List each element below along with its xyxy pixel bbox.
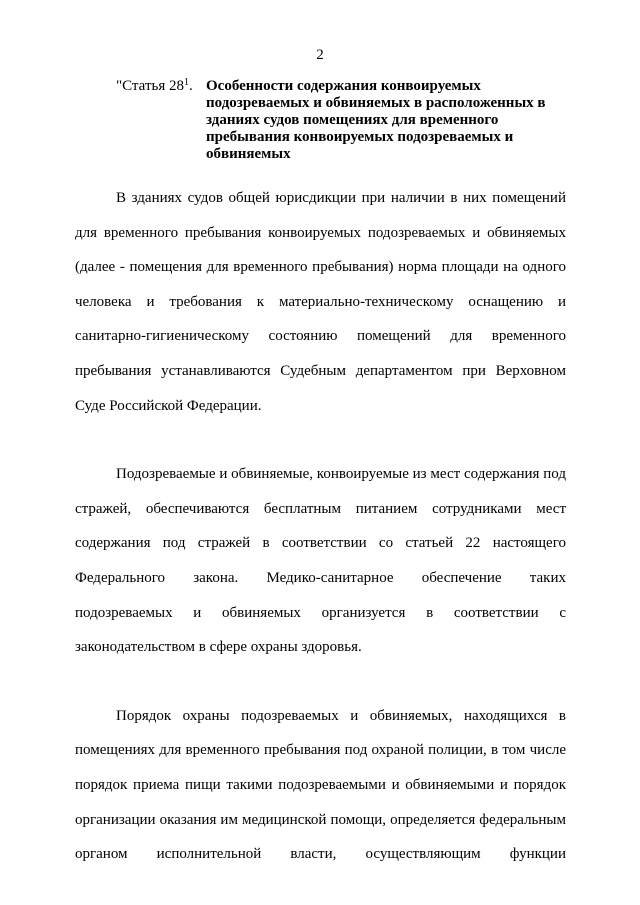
article-label — [116, 78, 193, 95]
article-label-text: "Статья 28 — [116, 78, 184, 94]
article-title: Особенности содержания конвоируемых подозреваемых и обвиняемых в расположенных в зданиях судов помещениях для временного пребывания конвоируемых подозреваемых и обвиняемых — [206, 78, 546, 162]
article-label-superscript: 1 — [183, 77, 189, 88]
paragraph-guarding-procedure: Порядок охраны подозреваемых и обвиняемых, находящихся в помещениях для временного пребывания под охраной полиции, в том числе порядок приема пищи такими подозреваемыми и обвиняемыми и порядок организации оказания им медицинской помощи, определяется федеральным органом исполнительной власти, осуществляющим функции — [75, 707, 566, 863]
article-label-suffix: . — [188, 78, 193, 94]
paragraph-food-and-medical-provision: Подозреваемые и обвиняемые, конвоируемые из мест содержания под стражей, обеспечиваются бесплатным питанием сотрудниками мест содержания под стражей в соответствии со статьей 22 настоящего Федерального закона. Медико-санитарное обеспечение таких подозреваемых и обвиняемых организуется в соответствии с законодательством в сфере охраны здоровья. — [75, 466, 566, 656]
article-body — [75, 181, 566, 872]
paragraph-court-premises-requirements: В зданиях судов общей юрисдикции при наличии в них помещений для временного пребывания конвоируемых подозреваемых и обвиняемых (далее - помещения для временного пребывания) норма площади на одного человека и требования к материально-техническому оснащению и санитарно-гигиеническому состоянию помещений для временного пребывания устанавливаются Судебным департаментом при Верховном Суде Российской Федерации. — [75, 190, 566, 414]
page-number: 2 — [316, 47, 324, 63]
